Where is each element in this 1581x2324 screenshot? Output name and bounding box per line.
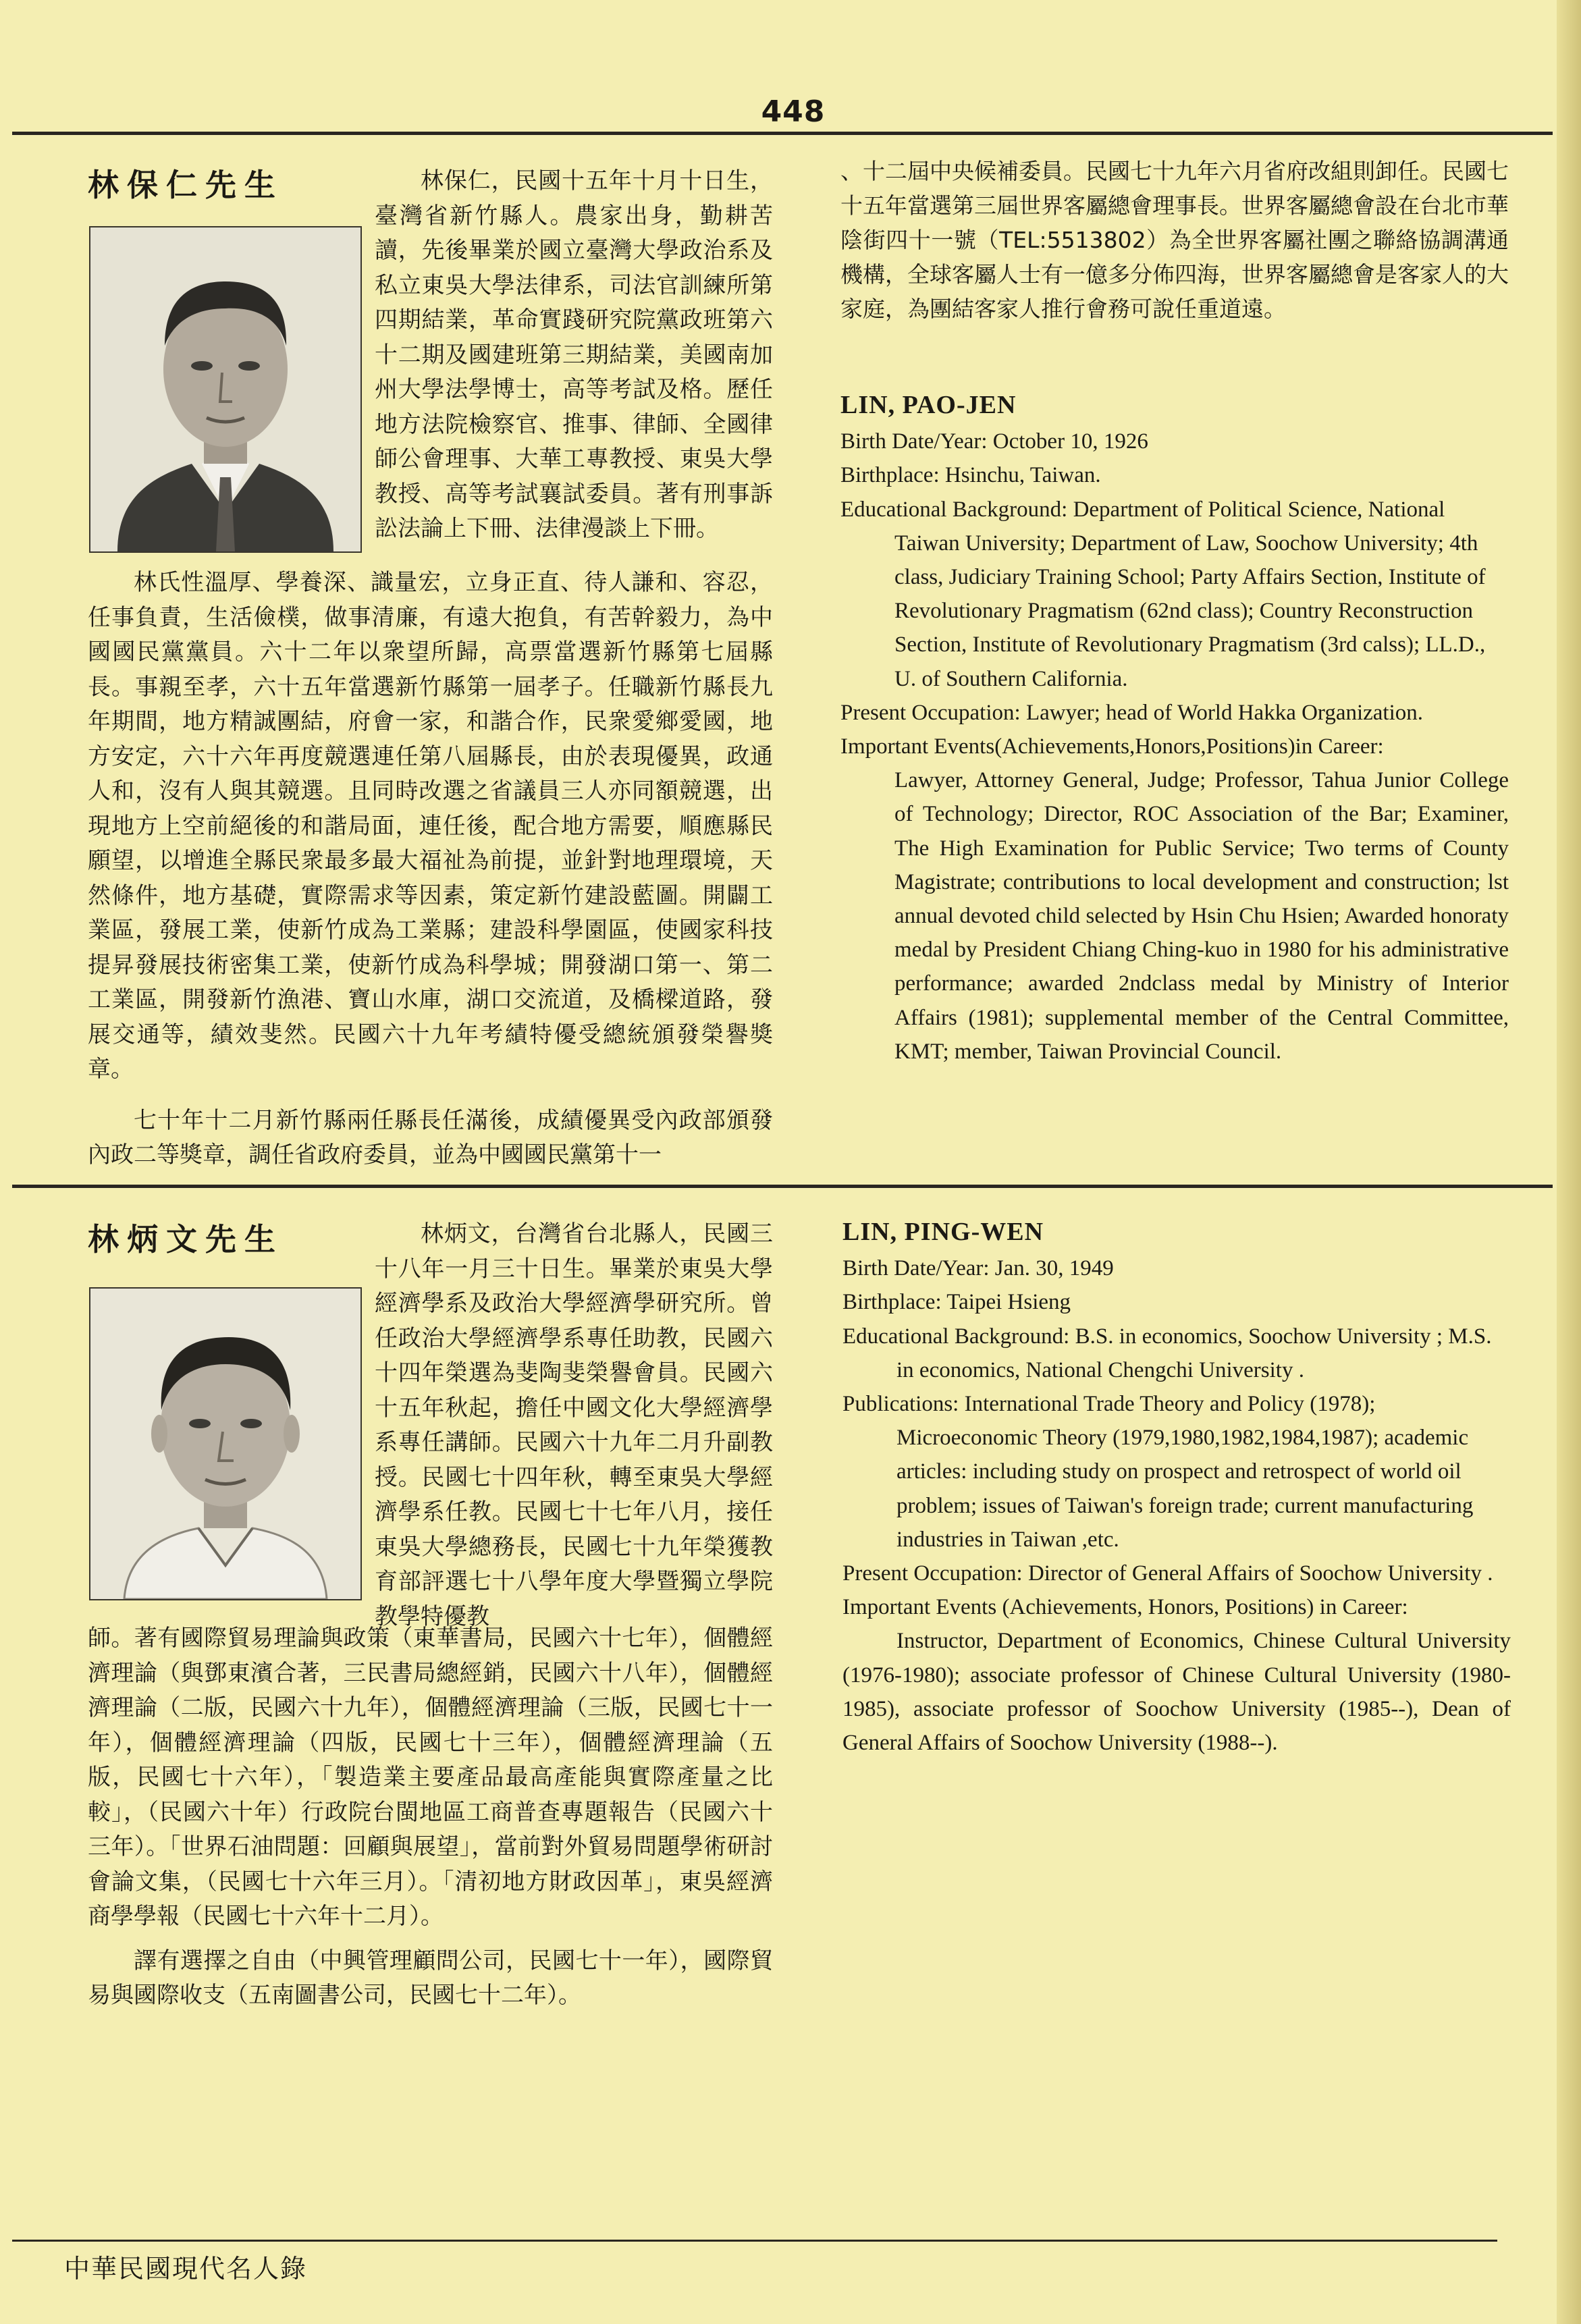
entry2-portrait-photo: [89, 1287, 362, 1600]
entry2-events-value: Instructor, Department of Economics, Chinese Cultural University (1976-1980); associate professor of Chinese Cultural University (1980-1985), associate professor of Soochow University (1985--), Dean of General Affairs of Soochow University (1988--).: [842, 1629, 1511, 1756]
entry2-birth-date: [842, 1251, 1511, 1285]
entry2-birth-label: Birth Date/Year:: [842, 1256, 990, 1281]
entry2-name-zh: 林炳文先生: [88, 1221, 284, 1258]
entry2-english-bio: [842, 1215, 1511, 1760]
entry1-birth-value: October 10, 1926: [992, 429, 1148, 454]
entry2-birthplace: [842, 1285, 1511, 1319]
entry2-bio-zh-intro: 林炳文，台灣省台北縣人，民國三十八年一月三十日生。畢業於東吳大學經濟學系及政治大學經濟學研究所。曾任政治大學經濟學系專任助教，民國六十四年榮選為斐陶斐榮譽會員。民國六十五年秋起，擔任中國文化大學經濟學系專任講師。民國六十九年二月升副教授。民國七十四年秋，轉至東吳大學經濟學系任教。民國七十七年八月，接任東吳大學總務長，民國七十九年榮獲教育部評選七十八學年度大學暨獨立學院教學特優教: [375, 1220, 773, 1630]
entry1-birth-date: [840, 425, 1509, 458]
entry1-portrait-photo: [89, 226, 362, 553]
entry1-events-value: Lawyer, Attorney General, Judge; Professor, Tahua Junior College of Technology; Director, ROC Association of the Bar; Examiner, The High Examination for Public Service; Two terms of County Magistrate; contributions to local development and construction; lst annual devoted child selected by Hsin Chu Hsien; Awarded honoraty medal by President Chiang Ching-kuo in 1980 for his administrative performance; awarded 2ndclass medal by Ministry of Interior Affairs (1981); supplemental member of the Central Committee, KMT; member, Taiwan Provincial Council.: [894, 768, 1509, 1064]
entry1-education-label: Educational Background:: [840, 497, 1068, 522]
middle-rule: [12, 1185, 1553, 1188]
entry2-name-en: LIN, PING-WEN: [842, 1218, 1044, 1246]
entry2-occupation-value: Director of General Affairs of Soochow University .: [1027, 1561, 1493, 1586]
entry1-birthplace-label: Birthplace:: [840, 463, 940, 488]
entry2-education: [842, 1320, 1511, 1387]
entry1-birthplace: [840, 458, 1509, 492]
entry2-bio-zh-body: [88, 1621, 773, 2014]
entry1-education-value: Department of Political Science, National Taiwan University; Department of Law, Soochow University; 4th class, Judiciary Training School; Party Affairs Section, Institute of Revolutionary Pragmatism (62nd class); Country Reconstruction Section, Institute of Revolutionary Pragmatism (3rd calss); LL.D., U. of Southern California.: [894, 497, 1486, 691]
entry1-bio-zh-paragraph-2: 林氏性溫厚、學養深、識量宏，立身正直、待人謙和、容忍，任事負責，生活儉樸，做事清廉，有遠大抱負，有苦幹毅力，為中國國民黨黨員。六十二年以衆望所歸，高票當選新竹縣第七屆縣長。事親至孝，六十五年當選新竹縣第一屆孝子。任職新竹縣長九年期間，地方精誠團結，府會一家，和諧合作，民衆愛鄉愛國，地方安定，六十六年再度競選連任第八屆縣長，由於表現優異，政通人和，沒有人與其競選。且同時改選之省議員三人亦同額競選，出現地方上空前絕後的和諧局面，連任後，配合地方需要，順應縣民願望，以增進全縣民衆最多最大福祉為前提，並針對地理環境，天然條件，地方基礎，實際需求等因素，策定新竹建設藍圖。開闢工業區，發展工業，使新竹成為工業縣；建設科學園區，使國家科技提昇發展技術密集工業，使新竹成為科學城；開發湖口第一、第二工業區，開發新竹漁港、寶山水庫，湖口交流道，及橋樑道路，發展交通等，績效斐然。民國六十九年考績特優受總統頒發榮譽獎章。: [88, 569, 773, 1083]
book-spine-shadow: [1557, 0, 1581, 2324]
entry2-education-value: B.S. in economics, Soochow University ; M.S. in economics, National Chengchi University .: [896, 1324, 1492, 1382]
entry1-education: [840, 493, 1509, 696]
entry1-bio-zh-body: [88, 566, 773, 1173]
entry1-occupation-value: Lawyer; head of World Hakka Organization.: [1025, 700, 1424, 725]
entry1-bio-zh-continued: 、十二屆中央候補委員。民國七十九年六月省府改組則卸任。民國七十五年當選第三屆世界客屬總會理事長。世界客屬總會設在台北市華陰街四十一號（TEL:5513802）為全世界客屬社團之聯絡協調溝通機構，全球客屬人士有一億多分佈四海，世界客屬總會是客家人的大家庭，為團結客家人推行會務可說任重道遠。: [840, 158, 1509, 322]
entry1-birth-label: Birth Date/Year:: [840, 429, 988, 454]
entry2-publications-label: Publications:: [842, 1392, 959, 1417]
entry1-bio-zh-paragraph-3: 七十年十二月新竹縣兩任縣長任滿後，成績優異受內政部頒發內政二等獎章，調任省政府委員，並為中國國民黨第十一: [88, 1106, 773, 1168]
entry2-occupation-label: Present Occupation:: [842, 1561, 1023, 1586]
entry2-birth-value: Jan. 30, 1949: [994, 1256, 1114, 1281]
entry2-birthplace-label: Birthplace:: [842, 1290, 942, 1315]
entry2-birthplace-value: Taipei Hsieng: [946, 1290, 1071, 1315]
entry2-events-label: Important Events (Achievements, Honors, Positions) in Career:: [842, 1595, 1408, 1620]
entry2-education-label: Educational Background:: [842, 1324, 1070, 1349]
bottom-rule: [12, 2240, 1497, 2242]
top-rule: [12, 132, 1553, 135]
entry2-publications-value: International Trade Theory and Policy (1978); Microeconomic Theory (1979,1980,1982,1984,1987); academic articles: including study on prospect and retrospect of world oil problem; issues of Taiwan's foreign trade; current manufacturing industries in Taiwan ,etc.: [896, 1392, 1474, 1552]
entry1-name-zh: 林保仁先生: [88, 167, 284, 203]
entry1-name-en: LIN, PAO-JEN: [840, 391, 1017, 419]
entry1-english-bio: [840, 388, 1509, 1069]
page-number: 448: [761, 94, 826, 129]
entry1-occupation: [840, 696, 1509, 730]
entry2-publications: [842, 1387, 1511, 1557]
entry1-bio-zh-intro: 林保仁，民國十五年十月十日生，臺灣省新竹縣人。農家出身，勤耕苦讀，先後畢業於國立臺灣大學政治系及私立東吳大學法律系，司法官訓練所第四期結業，革命實踐研究院黨政班第六十二期及國建班第三期結業，美國南加州大學法學博士，高等考試及格。歷任地方法院檢察官、推事、律師、全國律師公會理事、大華工專教授、東吳大學教授、高等考試襄試委員。著有刑事訴訟法論上下冊、法律漫談上下冊。: [375, 167, 773, 542]
footer-book-title: 中華民國現代名人錄: [64, 2254, 308, 2284]
entry1-occupation-label: Present Occupation:: [840, 700, 1021, 725]
entry1-events-label: Important Events(Achievements,Honors,Positions)in Career:: [840, 734, 1384, 759]
entry2-bio-zh-paragraph-2: 譯有選擇之自由（中興管理顧問公司，民國七十一年），國際貿易與國際收支（五南圖書公司，民國七十二年）。: [88, 1947, 773, 2009]
entry2-occupation: [842, 1557, 1511, 1590]
entry1-birthplace-value: Hsinchu, Taiwan.: [944, 463, 1101, 488]
entry2-bio-zh-paragraph-1: 師。著有國際貿易理論與政策（東華書局，民國六十七年），個體經濟理論（與鄧東濱合著，三民書局總經銷，民國六十八年），個體經濟理論（二版，民國六十九年），個體經濟理論（三版，民國七十一年），個體經濟理論（四版，民國七十三年），個體經濟理論（五版，民國七十六年），「製造業主要產品最高產能與實際產量之比較」，（民國六十年）行政院台閩地區工商普查專題報告（民國六十三年）。「世界石油問題：回顧與展望」，當前對外貿易問題學術研討會論文集，（民國七十六年三月）。「清初地方財政因革」，東吳經濟商學學報（民國七十六年十二月）。: [88, 1625, 773, 1930]
